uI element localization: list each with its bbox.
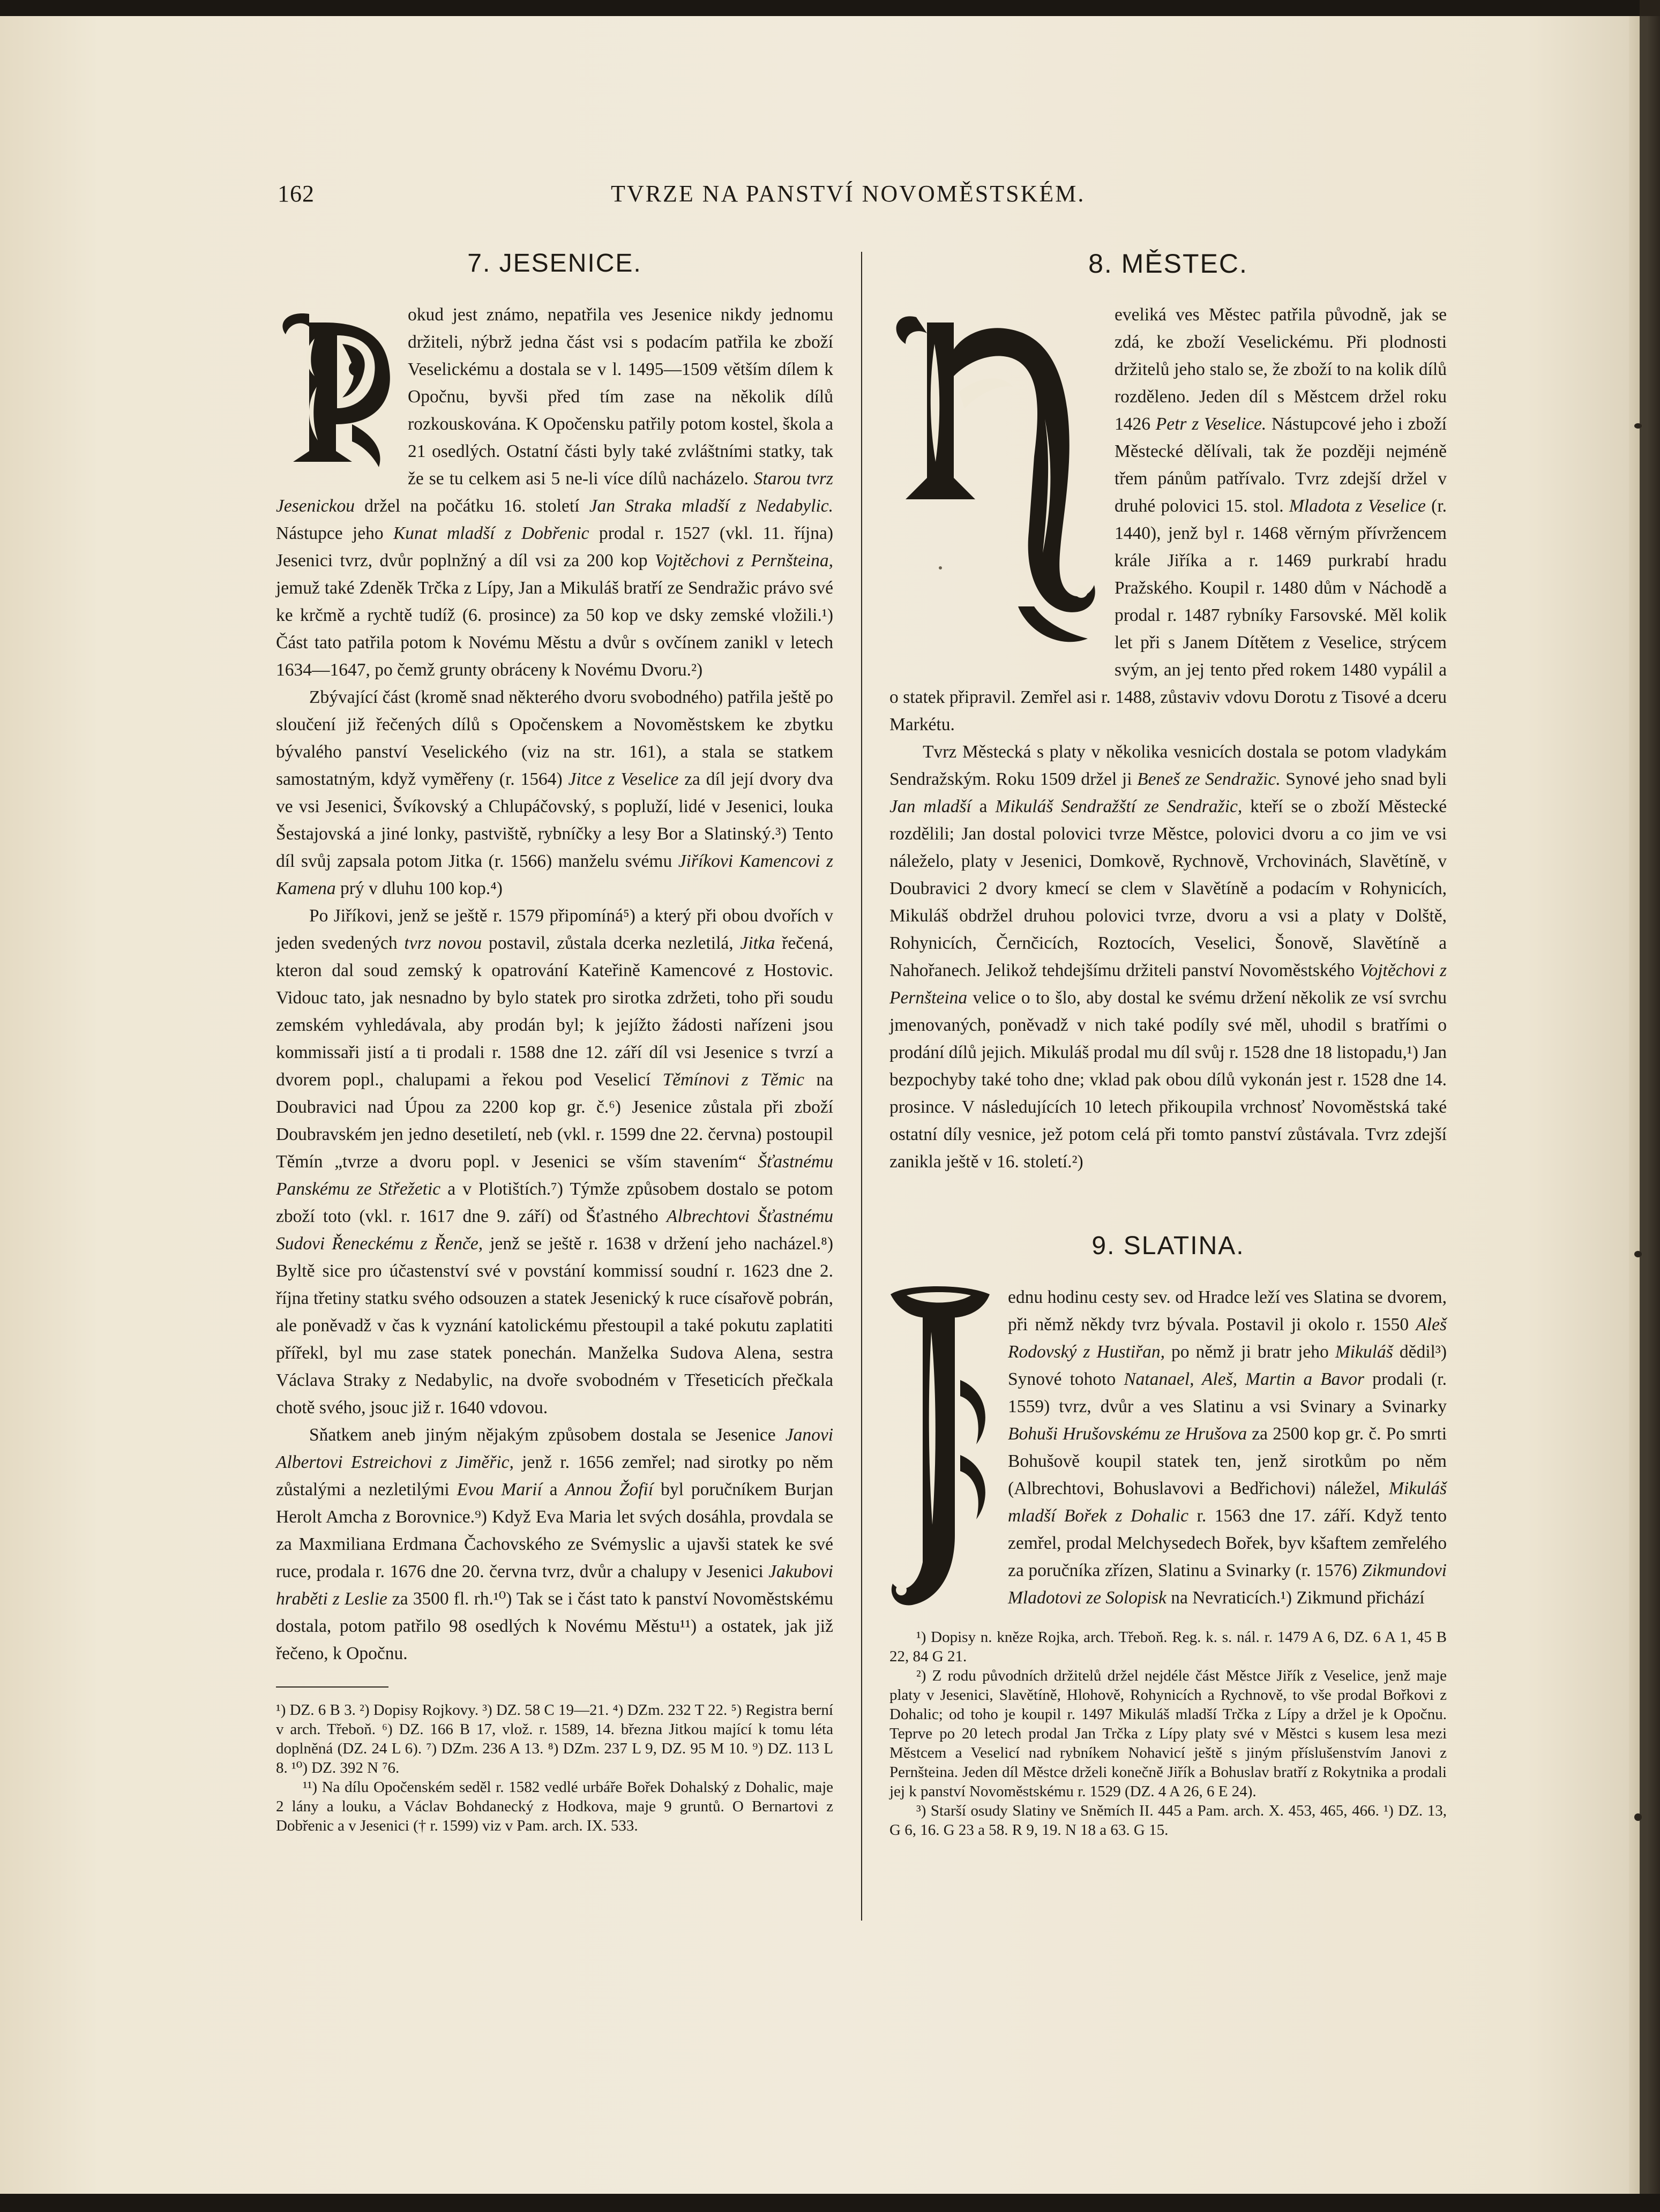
scan-bottom-edge [0, 2194, 1660, 2212]
footnote: ¹¹) Na dílu Opočenském seděl r. 1582 vedlé urbáře Bořek Dohalský z Dohalic, maje 2 lány a louku, a Václav Bohdanecký z Hodkova, maje 9 gruntů. O Bernartovi z Dobřenic a v Jesenici († r. 1599) viz v Pam. arch. IX. 533. [276, 1779, 833, 1834]
footnote: ¹) DZ. 6 B 3. ²) Dopisy Rojkovy. ³) DZ. 58 C 19—21. ⁴) DZm. 232 T 22. ⁵) Registra berní v arch. Třeboň. ⁶) DZ. 166 B 17, vlož. r. 1589, 14. března Jitkou mající k tomu léta doplněná (DZ. 24 L 6). ⁷) DZm. 236 A 13. ⁸) DZm. 237 L 9, DZ. 95 M 10. ⁹) DZ. 113 L 8. ¹⁰) DZ. 392 N ⁷6. [276, 1701, 833, 1776]
paragraph: ednu hodinu cesty sev. od Hradce leží ves Slatina se dvorem, při němž někdy tvrz bývala. Postavil ji okolo r. 1550 Aleš Rodovský z Hustiřan, po němž ji bratr jeho Mikuláš dědil³) Synové tohoto Natanael, Aleš, Martin a Bavor prodali (r. 1559) tvrz, dvůr a ves Slatinu a vsi Svinary a Svinarky Bohuši Hrušovskému ze Hrušova za 2500 kop gr. č. Po smrti Bohušově koupil statek ten, jenž sirotkům po něm (Albrechtovi, Bohuslavovi a Bedřichovi) náležel, Mikuláš mladší Bořek z Dohalic r. 1563 dne 17. září. Když tento zemřel, prodal Melchysedech Bořek, byv kšaftem zemřelého za poručníka zřízen, Slatinu a Svinarky (r. 1576) Zikmundovi Mladotovi ze Solopisk na Nevraticích.¹) Zikmund přichází [889, 1284, 1447, 1611]
edge-mark [1634, 1813, 1642, 1821]
paragraph: Po Jiříkovi, jenž se ještě r. 1579 připomíná⁵) a který při obou dvořích v jeden svedených tvrz novou postavil, zůstala dcerka nezletilá, Jitka řečená, kteron dal soud zemský k opatrování Kateřině Kamencové z Hostovic. Vidouc tato, jak nesnadno by bylo statek pro sirotka zdržeti, toho při soudu zemském vyhledávala, aby prodán byl; k jejížto žádosti nařízeni jsou kommissaři jistí a ti prodali r. 1588 dne 12. září díl vsi Jesenice s tvrzí a dvorem popl., chalupami a řekou pod Veselicí Těmínovi z Těmic na Doubravici nad Úpou za 2200 kop gr. č.⁶) Jesenice zůstala při zboží Doubravském jen jedno desetiletí, neb (vkl. r. 1599 dne 22. června) postoupil Těmín „tvrze a dvoru popl. v Jesenici se vším stavením“ Šťastnému Panskému ze Střežetic a v Plotištích.⁷) Týmže způsobem dostalo se potom zboží toto (vkl. r. 1617 dne 9. září) od Šťastného Albrechtovi Šťastnému Sudovi Řeneckému z Řenče, jenž se ještě r. 1638 v držení jeho nacházel.⁸) Byltě sice pro účastenství své v povstání kommissí soudní r. 1623 dne 2. října třetiny statku svého odsouzen a statek Jesenický k ruce císařově pobrán, ale poněvadž v čas k vyznání katolickému přestoupil a také pokutu zaplatiti přířekl, byl mu zase statek ponechán. Manželka Sudova Alena, sestra Václava Straky z Nedabylic, na dvoře svobodném v Třeseticích přečkala chotě svého, jsouc již r. 1640 vdovou. [276, 906, 833, 1418]
section-title-slatina: 9. SLATINA. [1091, 1232, 1245, 1260]
column-divider [861, 252, 862, 1921]
right-column [889, 246, 1447, 1840]
paragraph: eveliká ves Městec patřila původně, jak se zdá, ke zboží Veselickému. Při plodnosti držitelů jeho stalo se, že zboží to na kolik dílů rozděleno. Jeden díl s Městcem držel roku 1426 Petr z Veselice. Nástupcové jeho i zboží Městecké dělívali, tak že později nejméně třem pánům patřívalo. Tvrz zdejší držel v druhé polovici 15. stol. Mladota z Veselice (r. 1440), jenž byl r. 1468 věrným přívržencem krále Jiříka a r. 1469 purkrabí hradu Pražského. Koupil r. 1480 dům v Náchodě a prodal r. 1487 rybníky Farsovské. Měl kolik let při s Janem Dítětem z Veselice, strýcem svým, an jej tento před rokem 1480 vypálil a o statek připravil. Zemřel asi r. 1488, zůstaviv vdovu Dorotu z Tisové a dceru Markétu. [889, 301, 1447, 738]
running-title: TVRZE NA PANSTVÍ NOVOMĚSTSKÉM. [611, 181, 1086, 207]
paragraph: okud jest známo, nepatřila ves Jesenice nikdy jednomu držiteli, nýbrž jedna část vsi s podacím patřila ke zboží Veselickému a dostala se v l. 1495—1509 větším dílem k Opočnu, byvši před tím zase na několik dílů rozkouskována. K Opočensku patřily potom kostel, škola a 21 osedlých. Ostatní části byly také zvláštními statky, tak že se tu celkem asi 5 ne-li více dílů nacházelo. Starou tvrz Jesenickou držel na počátku 16. století Jan Straka mladší z Nedabylic. Nástupce jeho Kunat mladší z Dobřenic prodal r. 1527 (vkl. 11. října) Jesenici tvrz, dvůr poplnžný a díl vsi za 200 kop Vojtěchovi z Pernšteina, jemuž také Zdeněk Trčka z Lípy, Jan a Mikuláš bratří ze Sendražic právo své ke krčmě a rychtě tudíž (6. prosince) za 50 kop ve dsky zemské vložili.¹) Část tato patřila potom k Novému Městu a dvůr s ovčínem zanikl v letech 1634—1647, po čemž grunty obráceny k Novému Dvoru.²) [276, 301, 833, 684]
page-number: 162 [278, 181, 315, 207]
edge-mark [1634, 423, 1642, 429]
paragraph: Zbývající část (kromě snad některého dvoru svobodného) patřila ještě po sloučení již řečených dílů s Opočenskem a Novoměstskem ke zbytku bývalého panství Veselického (viz na str. 161), a stala se statkem samostatným, když vyměřeny (r. 1564) Jitce z Veselice za díl její dvory dva ve vsi Jesenici, Švíkovský a Chlupáčovský, s popluží, lidé v Jesenici, louka Šestajovská a jiné lonky, pastviště, rybníčky a lesy Bor a Slatinský.³) Tento díl svůj zapsala potom Jitka (r. 1566) manželu svému Jiříkovi Kamencovi z Kamena prý v dluhu 100 kop.⁴) [276, 687, 834, 898]
left-column [276, 246, 833, 1835]
section-title-jesenice: 7. JESENICE. [467, 249, 642, 278]
footnote: ²) Z rodu původních držitelů držel nejdéle část Městce Jiřík z Veselice, jenž maje platy v Jesenici, Slavětíně, Hlohově, Rohynicích a Rychnově, to vše prodal Bořkovi z Dohalic; od toho je koupil r. 1497 Mikuláš mladší Trčka z Lípy a držel je k Opočnu. Teprve po 20 letech prodal Jan Trčka z Lípy platy své v Městci s kusem lesa mezi Městcem a Veselicí nad rybníkem Nohavicí ještě s jiným příslušenstvím Janovi z Pernšteina. Jeden díl Městce drželi konečně Jiřík a Bohuslav bratří z Rokytnika a prodali jej k panství Novoměstskému r. 1529 (DZ. 4 A 26, 6 E 24). [889, 1667, 1447, 1800]
scan-top-edge [0, 0, 1660, 16]
paragraph: Tvrz Městecká s platy v několika vesnicích dostala se potom vladykám Sendražským. Roku 1509 držel ji Beneš ze Sendražic. Synové jeho snad byli Jan mladší a Mikuláš Sendražští ze Sendražic, kteří se o zboží Městecké rozdělili; Jan dostal polovici tvrze Městce, polovici dvoru a co jim ve vsi náleželo, platy v Jesenici, Domkově, Rychnově, Vrchovinách, Slavětíně, v Doubravici 2 dvory kmecí se clem v Slavětíně a podacím v Rohynicích, Mikuláš obdržel druhou polovici tvrze, dvoru a vsi a platy v Dolště, Rohynicích, Černčicích, Roztocích, Veselici, Šonově, Slavětíně a Nahořanech. Jelikož tehdejšímu držiteli panství Novoměstského Vojtěchovi z Pernšteina velice o to šlo, aby dostal ke svému držení několik ze vsí svrchu jmenovaných, poněvadž v nich také podíly své měl, uhodil s bratřími o prodání dílů jejich. Mikuláš prodal mu díl svůj r. 1528 dne 18 listopadu,¹) Jan bezpochyby také toho dne; vklad pak obou dílů vykonán jest r. 1528 dne 14. prosince. V následujících 10 letech přikoupila vrchnosť Novoměstská také ostatní díly vesnice, jež potom celá při tomto panství zůstávala. Tvrz zdejší zanikla ještě v 16. století.²) [889, 742, 1447, 1172]
footnote-rule [276, 1686, 388, 1688]
paragraph: Sňatkem aneb jiným nějakým způsobem dostala se Jesenice Janovi Albertovi Estreichovi z Jiměřic, jenž r. 1656 zemřel; nad sirotky po něm zůstalými a nezletilými Evou Marií a Annou Žofií byl poručníkem Burjan Herolt Amcha z Borovnice.⁹) Když Eva Maria let svých dosáhla, provdala se za Maxmiliana Erdmana Čachovského ze Svémyslic a ujavši statek ke své ruce, prodala r. 1676 dne 20. června tvrz, dvůr a chalupy v Jesenici Jakubovi hraběti z Leslie za 3500 fl. rh.¹⁰) Tak se i část tato k panství Novoměstskému dostala, potom patřilo 98 osedlých k Novému Městu¹¹) a ostatek, jak již řečeno, k Opočnu. [276, 1425, 833, 1663]
decorative-initial-j [885, 1284, 995, 1616]
footnote: ¹) Dopisy n. kněze Rojka, arch. Třeboň. Reg. k. s. nál. r. 1479 A 6, DZ. 6 A 1, 45 B 22, 84 G 21. [889, 1629, 1447, 1665]
edge-mark [1634, 1251, 1642, 1257]
book-binding-edge [1640, 0, 1660, 2212]
section-title-mestec: 8. MĚSTEC. [1088, 249, 1248, 279]
decorative-initial-n [884, 285, 1098, 660]
footnote: ³) Starší osudy Slatiny ve Sněmích II. 445 a Pam. arch. X. 453, 465, 466. ¹) DZ. 13, G 6, 16. G 23 a 58. R 9, 19. N 18 a 63. G 15. [889, 1802, 1447, 1839]
decorative-initial-p [272, 301, 396, 473]
